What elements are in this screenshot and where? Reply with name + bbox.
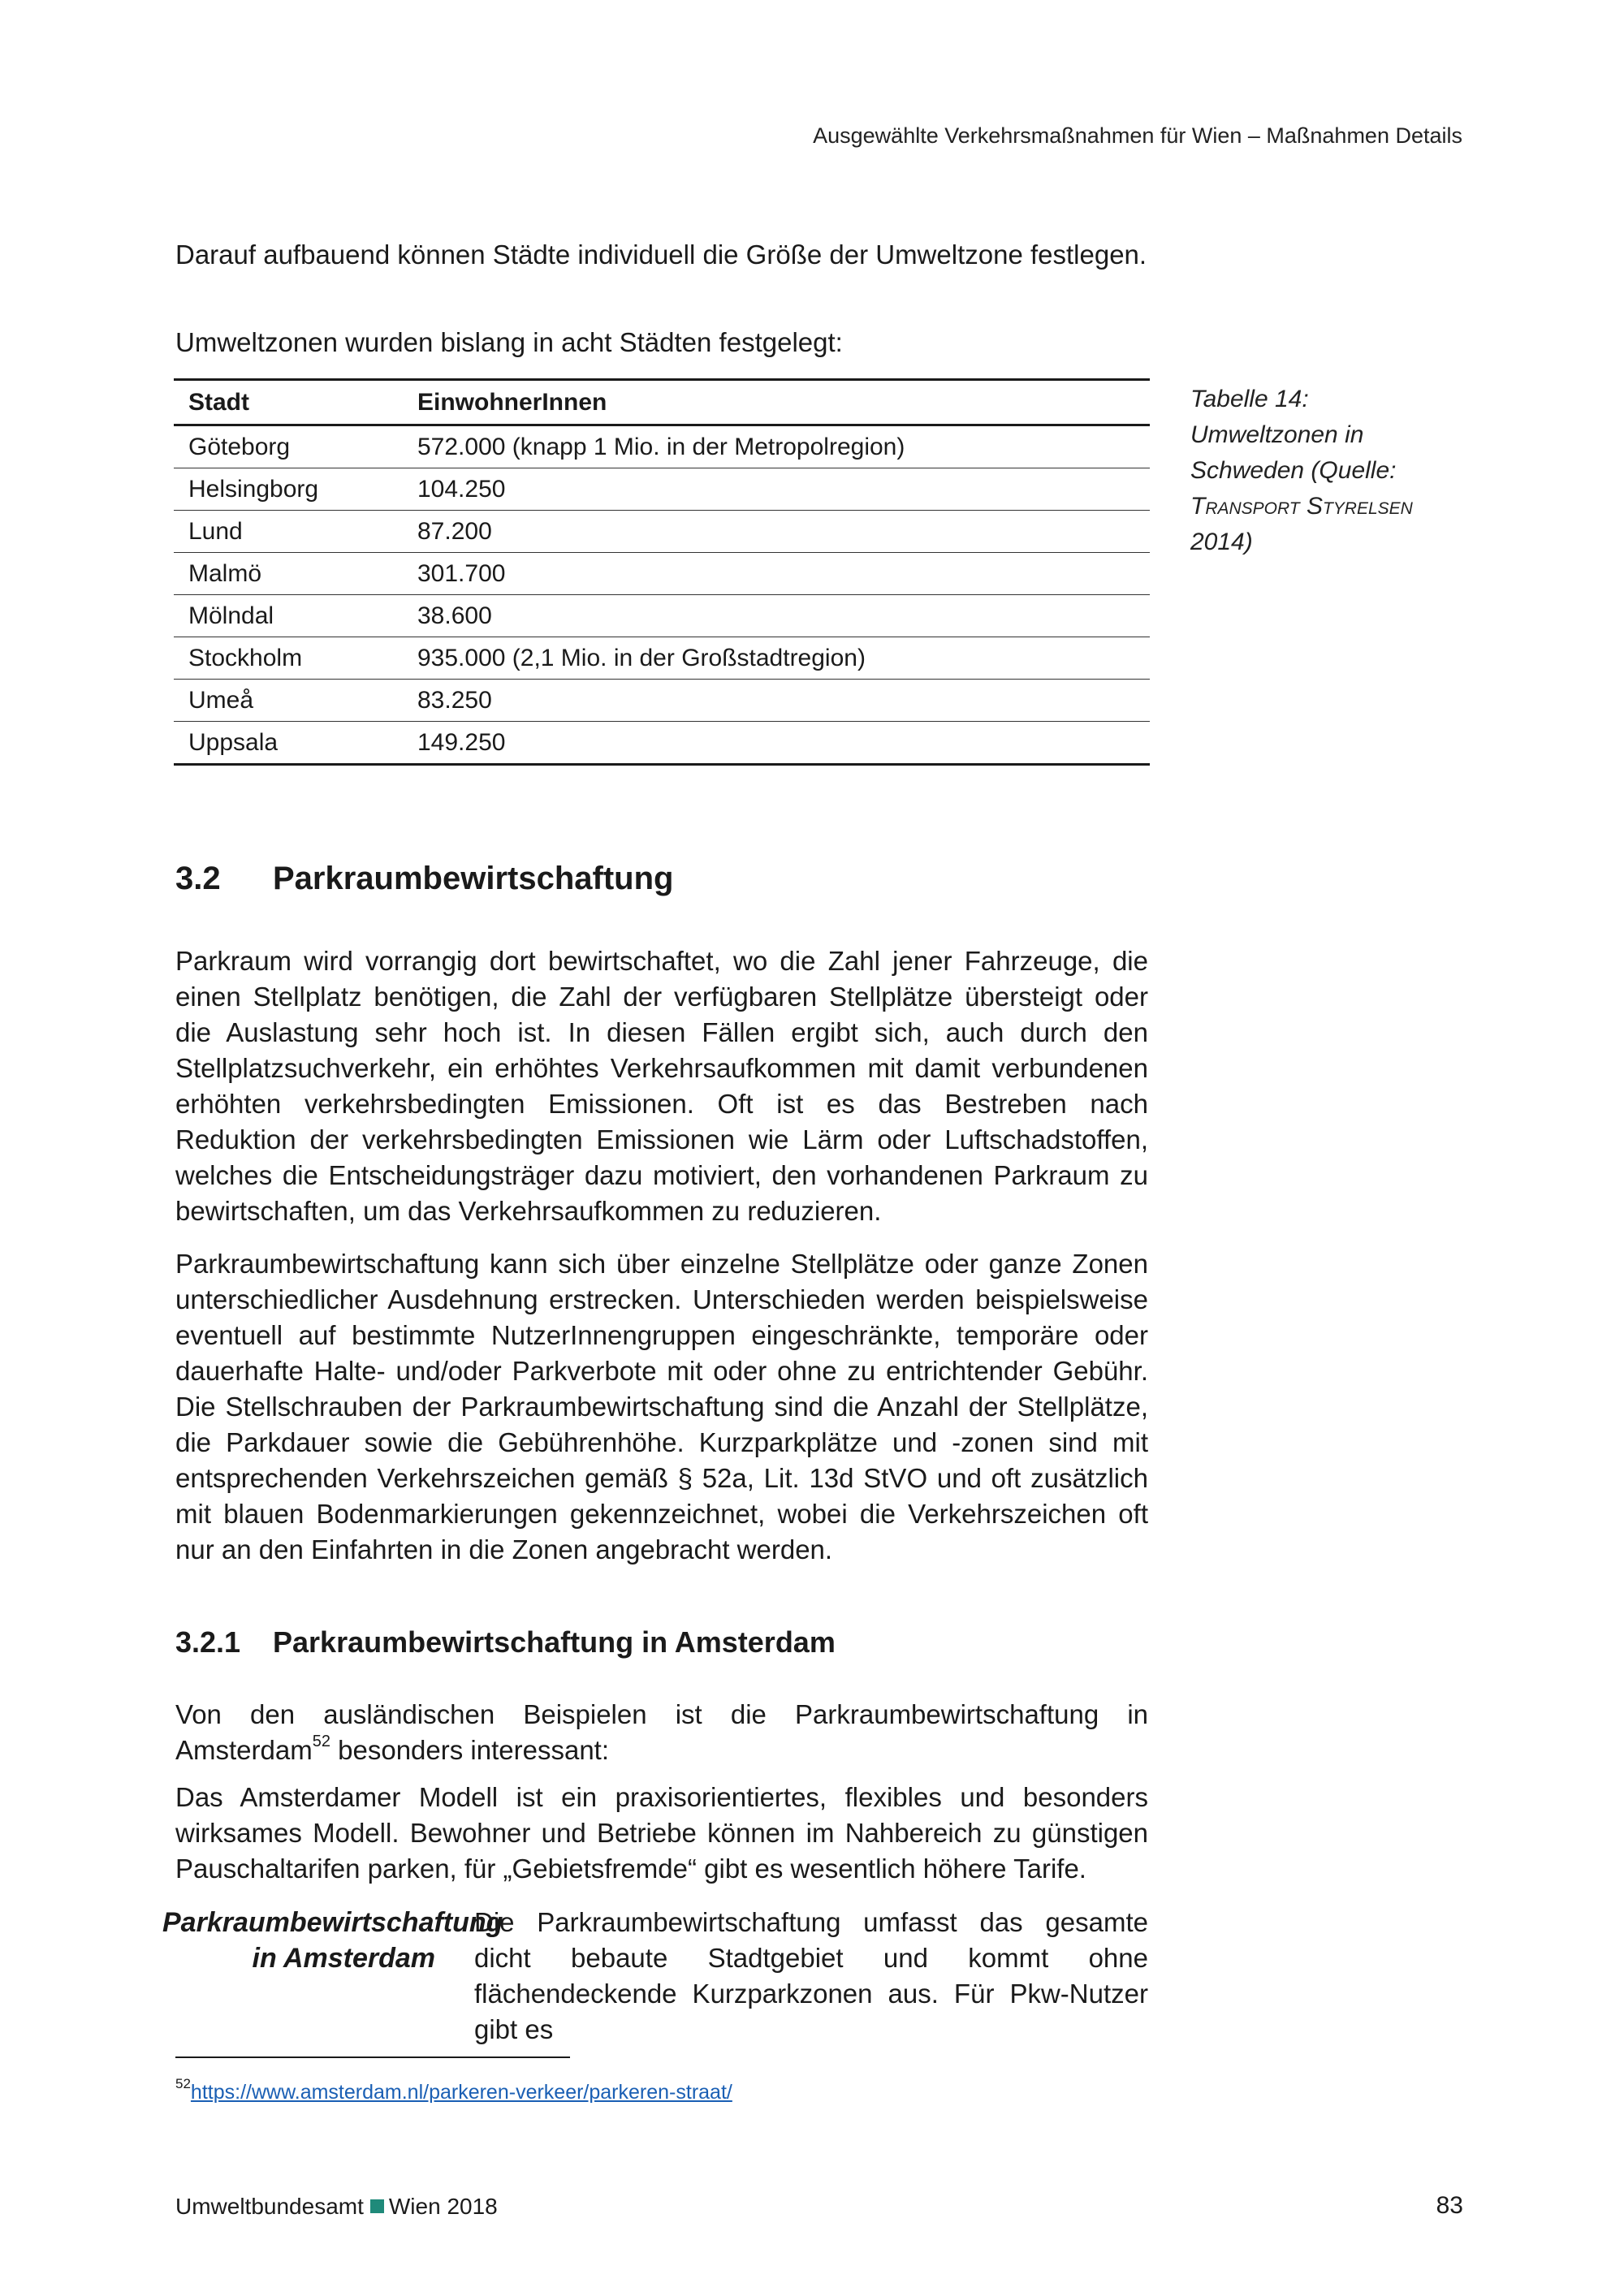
population-cell: 83.250 bbox=[403, 680, 1150, 722]
city-cell: Lund bbox=[174, 511, 403, 553]
square-icon bbox=[370, 2199, 384, 2213]
section-number: 3.2 bbox=[175, 861, 221, 896]
table-row bbox=[174, 595, 1150, 637]
column-header-einwohner: EinwohnerInnen bbox=[403, 380, 1150, 425]
subsection-title: Parkraumbewirtschaftung in Amsterdam bbox=[273, 1625, 836, 1659]
caption-year: 2014) bbox=[1190, 529, 1253, 555]
footnote-link[interactable]: https://www.amsterdam.nl/parkeren-verkeer/parkeren-straat/ bbox=[190, 2081, 732, 2104]
city-cell: Uppsala bbox=[174, 722, 403, 765]
table-caption bbox=[1190, 382, 1458, 560]
table-header-row bbox=[174, 380, 1150, 425]
table-row bbox=[174, 722, 1150, 765]
footnote-divider bbox=[175, 2056, 570, 2058]
population-cell: 572.000 (knapp 1 Mio. in der Metropolregion) bbox=[403, 425, 1150, 468]
subsection-number: 3.2.1 bbox=[175, 1625, 241, 1659]
population-cell: 38.600 bbox=[403, 595, 1150, 637]
subsection-paragraph-2: Das Amsterdamer Modell ist ein praxisorientiertes, flexibles und besonders wirksames Modell. Bewohner und Betriebe können im Nahbereich zu günstigen Pauschaltarifen parken, für „Gebietsfremde“ gibt es wesentlich höhere Tarife. bbox=[175, 1782, 1148, 1884]
running-header: Ausgewählte Verkehrsmaßnahmen für Wien – Maßnahmen Details bbox=[813, 123, 1462, 148]
population-cell: 935.000 (2,1 Mio. in der Großstadtregion) bbox=[403, 637, 1150, 680]
table-row bbox=[174, 511, 1150, 553]
footnote-number: 52 bbox=[175, 2075, 191, 2091]
column-header-stadt: Stadt bbox=[174, 380, 403, 425]
subsection-paragraph-1 bbox=[175, 1697, 1148, 1768]
footnote bbox=[175, 2075, 732, 2104]
section-paragraph-2: Parkraumbewirtschaftung kann sich über einzelne Stellplätze oder ganze Zonen unterschiedlicher Ausdehnung erstrecken. Unterschieden werden beispielsweise eventuell auf bestimmte NutzerInnengruppen eingeschränkte, temporäre oder dauerhafte Halte- und/oder Parkverbote mit oder ohne zu entrichtender Gebühr. Die Stellschrauben der Parkraumbewirtschaftung sind die Anzahl der Stellplätze, die Parkdauer sowie die Gebührenhöhe. Kurzparkplätze und -zonen sind mit entsprechenden Verkehrszeichen gemäß § 52a, Lit. 13d StVO und oft zusätzlich mit blauen Bodenmarkierungen gekennzeichnet, wobei die Verkehrszeichen oft nur an den Einfahrten in die Zonen angebracht werden. bbox=[175, 1249, 1148, 1564]
margin-note: Parkraumbewirtschaftung in Amsterdam bbox=[162, 1907, 503, 1974]
population-cell: 301.700 bbox=[403, 553, 1150, 595]
table-row bbox=[174, 553, 1150, 595]
subsection-heading bbox=[175, 1625, 836, 1659]
page-number: 83 bbox=[1436, 2192, 1463, 2219]
city-cell: Stockholm bbox=[174, 637, 403, 680]
city-cell: Malmö bbox=[174, 553, 403, 595]
city-cell: Helsingborg bbox=[174, 468, 403, 511]
place-year: Wien 2018 bbox=[388, 2194, 498, 2219]
city-cell: Mölndal bbox=[174, 595, 403, 637]
intro-paragraph-1: Darauf aufbauend können Städte individuell die Größe der Umweltzone festlegen. bbox=[175, 240, 1147, 270]
footer-publisher bbox=[175, 2194, 498, 2220]
population-cell: 149.250 bbox=[403, 722, 1150, 765]
paragraph-text-end: besonders interessant: bbox=[330, 1735, 610, 1765]
population-cell: 87.200 bbox=[403, 511, 1150, 553]
table-row bbox=[174, 425, 1150, 468]
publisher-name: Umweltbundesamt bbox=[175, 2194, 364, 2219]
table-row bbox=[174, 637, 1150, 680]
cities-table bbox=[174, 378, 1150, 766]
footnote-reference[interactable]: 52 bbox=[312, 1733, 330, 1750]
subsection-paragraph-3: Die Parkraumbewirtschaftung umfasst das gesamte dicht bebaute Stadtgebiet und kommt ohne flächendeckende Kurzparkzonen aus. Für Pkw-Nutzer gibt es bbox=[474, 1907, 1148, 2044]
intro-paragraph-2: Umweltzonen wurden bislang in acht Städten festgelegt: bbox=[175, 327, 843, 357]
caption-source: Transport Styrelsen bbox=[1190, 493, 1413, 520]
caption-text: Tabelle 14: Umweltzonen in Schweden (Quelle: bbox=[1190, 386, 1397, 484]
section-title: Parkraumbewirtschaftung bbox=[273, 861, 674, 896]
table-row bbox=[174, 468, 1150, 511]
paragraph-text: Von den ausländischen Beispielen ist die Parkraumbewirtschaftung in Amsterdam bbox=[175, 1699, 1148, 1765]
population-cell: 104.250 bbox=[403, 468, 1150, 511]
table-row bbox=[174, 680, 1150, 722]
section-paragraph-1: Parkraum wird vorrangig dort bewirtschaftet, wo die Zahl jener Fahrzeuge, die einen Stellplatz benötigen, die Zahl der verfügbaren Stellplätze übersteigt oder die Auslastung sehr hoch ist. In diesen Fällen ergibt sich, auch durch den Stellplatzsuchverkehr, ein erhöhtes Verkehrsaufkommen mit damit verbundenen erhöhten verkehrsbedingten Emissionen. Oft ist es das Bestreben nach Reduktion der verkehrsbedingten Emissionen wie Lärm oder Luftschadstoffen, welches die Entscheidungsträger dazu motiviert, den vorhandenen Parkraum zu bewirtschaften, um das Verkehrsaufkommen zu reduzieren. bbox=[175, 946, 1148, 1226]
city-cell: Umeå bbox=[174, 680, 403, 722]
section-heading bbox=[175, 861, 673, 897]
city-cell: Göteborg bbox=[174, 425, 403, 468]
